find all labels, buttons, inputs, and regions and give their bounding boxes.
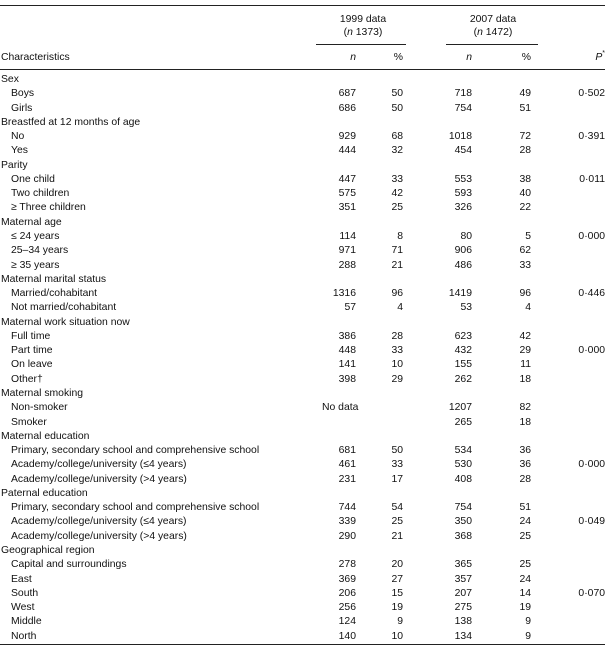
section-label: Breastfed at 12 months of age [1,116,141,128]
cell-n-2007: 207 [454,587,472,599]
cell-n-2007: 408 [454,473,472,485]
cell-n-2007: 368 [454,530,472,542]
cell-pct-2007: 28 [519,145,531,157]
cell-pct-1999: 17 [391,473,403,485]
table-row [0,130,605,144]
cell-n-1999: 687 [338,88,356,100]
section-row [0,430,605,444]
col-characteristics: Characteristics [1,52,70,63]
section-row [0,116,605,130]
table-row [0,416,605,430]
cell-pct-2007: 38 [519,173,531,185]
cell-pct-2007: 24 [519,573,531,585]
row-label: Middle [11,616,42,628]
cell-n-1999: 256 [338,602,356,613]
cell-n-1999: 386 [338,330,356,342]
cell-pct-2007: 96 [519,288,531,299]
cell-n-1999: 929 [338,131,356,143]
cell-pct-1999: 21 [391,259,403,271]
cell-n-2007: 350 [454,516,472,528]
cell-pct-1999: 25 [391,516,403,528]
section-label: Parity [1,159,28,171]
cell-n-1999: 231 [338,473,356,485]
cell-pct-1999: 4 [397,302,403,314]
col-p-label: P [595,52,603,63]
cell-pct-2007: 40 [519,188,531,200]
row-label: West [11,602,35,613]
cell-pct-2007: 19 [519,602,531,613]
section-row [0,487,605,501]
count-value: 1472 [482,27,509,38]
table-row [0,587,605,601]
cell-n-2007: 155 [454,359,472,371]
row-label: ≤ 24 years [11,231,60,242]
row-label: Other† [11,373,43,385]
cell-p-value: 0·502 [578,88,605,100]
column-header-row [0,51,605,65]
row-label: 25–34 years [11,245,69,257]
cell-n-1999: 206 [338,587,356,599]
cell-pct-2007: 4 [525,302,531,314]
table-row [0,615,605,629]
cell-n-1999: 288 [338,259,356,271]
cell-pct-1999: 42 [391,188,403,200]
row-label: Academy/college/university (≤4 years) [11,459,187,471]
count-value: 1373 [352,27,379,38]
cell-pct-1999: 9 [397,616,403,628]
row-label: Non-smoker [11,402,68,414]
col-pct-2007: % [521,52,531,63]
col-n-1999: n [350,52,356,63]
section-row [0,387,605,401]
header-rule [0,69,605,70]
cell-pct-2007: 42 [519,330,531,342]
table-row [0,259,605,273]
cell-n-1999: 124 [338,616,356,628]
table-row [0,515,605,529]
cell-pct-2007: 11 [520,359,531,371]
row-label: Not married/cohabitant [11,302,117,314]
table-row [0,144,605,158]
row-label: Full time [11,330,51,342]
cell-n-1999: 290 [338,530,356,542]
cell-n-2007: 553 [454,173,472,185]
table-row [0,344,605,358]
cell-pct-1999: 54 [391,502,403,514]
table-row [0,373,605,387]
group-header-1999-count: (n 1373) [343,27,383,38]
row-label: Smoker [11,416,47,428]
section-label: Maternal smoking [1,387,84,399]
cell-n-2007: 754 [454,502,472,514]
row-label: Primary, secondary school and comprehensive school [11,502,260,514]
cell-n-1999: 369 [338,573,356,585]
col-n-2007: n [466,52,472,63]
row-label: Primary, secondary school and comprehensive school [11,445,260,456]
group-header-2007-title: 2007 data [469,14,517,25]
table-row [0,558,605,572]
cell-n-1999: 1316 [332,288,356,299]
cell-pct-2007: 14 [519,587,531,599]
cell-n-1999: 140 [338,630,356,642]
table-row [0,287,605,301]
cell-n-2007: 326 [454,202,472,214]
cell-n-1999: 448 [338,345,356,357]
table-row [0,530,605,544]
section-row [0,73,605,87]
section-row [0,273,605,287]
section-row [0,316,605,330]
cell-n-1999: 681 [338,445,356,456]
cell-pct-1999: 71 [391,245,403,257]
row-label: Boys [11,88,35,100]
group-rule-1999 [316,44,406,45]
cell-pct-1999: 19 [391,602,403,613]
row-label: Part time [11,345,53,357]
cell-n-1999: 339 [338,516,356,528]
row-label: South [11,587,39,599]
cell-pct-1999: 33 [391,345,403,357]
cell-pct-1999: 27 [391,573,403,585]
table-row [0,230,605,244]
cell-pct-2007: 82 [519,402,531,414]
cell-n-2007: 265 [454,416,472,428]
row-label: ≥ 35 years [11,259,60,271]
cell-pct-1999: 50 [391,102,403,114]
cell-n-2007: 623 [454,330,472,342]
cell-pct-2007: 18 [519,373,531,385]
table-row [0,102,605,116]
group-header-1999-title: 1999 data [339,14,387,25]
cell-pct-2007: 33 [519,259,531,271]
cell-p-value: 0·000 [578,231,605,242]
row-label: North [11,630,37,642]
col-p-marker: * [602,50,605,57]
table-row [0,187,605,201]
cell-n-1999: 744 [338,502,356,514]
cell-n-2007: 454 [454,145,472,157]
row-label: One child [11,173,55,185]
cell-n-2007: 718 [454,88,472,100]
cell-pct-1999: 28 [391,330,403,342]
group-header-1999 [318,13,408,39]
table-row [0,173,605,187]
col-p [595,51,605,65]
row-label: No [11,131,25,143]
cell-pct-1999: 33 [391,459,403,471]
cell-pct-2007: 28 [519,473,531,485]
cell-n-2007: 53 [460,302,472,314]
table-row [0,473,605,487]
cell-n-2007: 1018 [448,131,472,143]
n-symbol: n [347,27,353,38]
row-label: Two children [11,188,70,200]
cell-p-value: 0·000 [578,459,605,471]
table-row [0,358,605,372]
row-label: On leave [11,359,53,371]
table-row [0,401,605,415]
cell-n-2007: 486 [454,259,472,271]
cell-n-1999: 114 [339,231,356,242]
section-label: Maternal education [1,430,90,442]
cell-pct-1999: 21 [391,530,403,542]
cell-pct-1999: 68 [391,131,403,143]
cell-pct-2007: 9 [525,630,531,642]
table-row [0,330,605,344]
section-row [0,216,605,230]
cell-pct-1999: 96 [391,288,403,299]
cell-pct-2007: 29 [519,345,531,357]
table-row [0,444,605,458]
cell-n-2007: 432 [454,345,472,357]
row-label: ≥ Three children [11,202,86,214]
cell-pct-1999: 8 [397,231,403,242]
row-label: Academy/college/university (>4 years) [11,473,187,485]
top-rule [0,5,605,6]
row-label: Capital and surroundings [11,559,127,571]
cell-n-2007: 1207 [448,402,472,414]
cell-pct-2007: 18 [519,416,531,428]
cell-n-1999: 971 [338,245,356,257]
cell-p-value: 0·000 [578,345,605,357]
cell-p-value: 0·391 [578,131,605,143]
table-row [0,244,605,258]
cell-pct-1999: 33 [391,173,403,185]
section-label: Maternal work situation now [1,316,130,328]
cell-n-2007: 534 [454,445,472,456]
cell-p-value: 0·070 [578,587,605,599]
cell-pct-2007: 24 [519,516,531,528]
row-label: Married/cohabitant [11,288,98,299]
cell-n-1999: 575 [338,188,356,200]
cell-pct-1999: 10 [391,630,403,642]
section-row [0,544,605,558]
no-data-note: No data [322,402,359,414]
cell-pct-2007: 36 [519,459,531,471]
cell-pct-2007: 62 [519,245,531,257]
bottom-rule [0,644,605,645]
cell-n-2007: 593 [454,188,472,200]
cell-p-value: 0·049 [578,516,605,528]
table-row [0,501,605,515]
cell-n-2007: 530 [454,459,472,471]
table-row [0,601,605,615]
row-label: Academy/college/university (≤4 years) [11,516,187,528]
cell-pct-1999: 25 [391,202,403,214]
n-symbol: n [477,27,483,38]
cell-n-2007: 365 [454,559,472,571]
table-row [0,458,605,472]
cell-n-2007: 80 [460,231,472,242]
col-pct-1999: % [393,52,403,63]
cell-pct-2007: 51 [519,502,531,514]
cell-pct-2007: 49 [519,88,531,100]
cell-n-1999: 686 [338,102,356,114]
cell-n-1999: 141 [338,359,356,371]
cell-p-value: 0·446 [578,288,605,299]
cell-pct-2007: 36 [519,445,531,456]
cell-n-2007: 754 [454,102,472,114]
row-label: Girls [11,102,33,114]
row-label: Yes [11,145,28,157]
cell-n-1999: 447 [338,173,356,185]
cell-n-2007: 262 [454,373,472,385]
group-header-2007-count: (n 1472) [473,27,513,38]
cell-n-2007: 275 [454,602,472,613]
cell-pct-2007: 5 [525,231,531,242]
cell-pct-1999: 20 [391,559,403,571]
section-label: Sex [1,74,19,85]
table-row [0,573,605,587]
cell-pct-2007: 25 [519,559,531,571]
section-label: Maternal marital status [1,273,107,285]
cell-n-1999: 57 [344,302,356,314]
row-label: Academy/college/university (>4 years) [11,530,187,542]
group-rule-2007 [446,44,538,45]
cell-pct-1999: 50 [391,88,403,100]
cell-pct-2007: 25 [519,530,531,542]
cell-pct-1999: 10 [391,359,403,371]
table-row [0,201,605,215]
cell-n-2007: 138 [454,616,472,628]
cell-n-2007: 1419 [448,288,472,299]
cell-pct-1999: 29 [391,373,403,385]
section-label: Maternal age [1,216,62,228]
cell-n-2007: 906 [454,245,472,257]
cell-n-1999: 398 [338,373,356,385]
cell-n-2007: 134 [454,630,472,642]
cell-pct-2007: 9 [525,616,531,628]
table-row [0,87,605,101]
cell-pct-2007: 22 [519,202,531,214]
table-row [0,301,605,315]
section-row [0,159,605,173]
cell-pct-1999: 32 [391,145,403,157]
cell-pct-2007: 51 [519,102,531,114]
section-label: Paternal education [1,487,88,499]
cell-pct-1999: 15 [391,587,403,599]
cell-n-1999: 278 [338,559,356,571]
section-label: Geographical region [1,544,95,556]
cell-n-1999: 351 [338,202,356,214]
cell-n-1999: 444 [338,145,356,157]
cell-pct-1999: 50 [391,445,403,456]
cell-p-value: 0·011 [579,173,605,185]
cell-n-1999: 461 [338,459,356,471]
row-label: East [11,573,32,585]
cell-pct-2007: 72 [519,131,531,143]
group-header-2007 [448,13,538,39]
table-row [0,630,605,644]
cell-n-2007: 357 [454,573,472,585]
